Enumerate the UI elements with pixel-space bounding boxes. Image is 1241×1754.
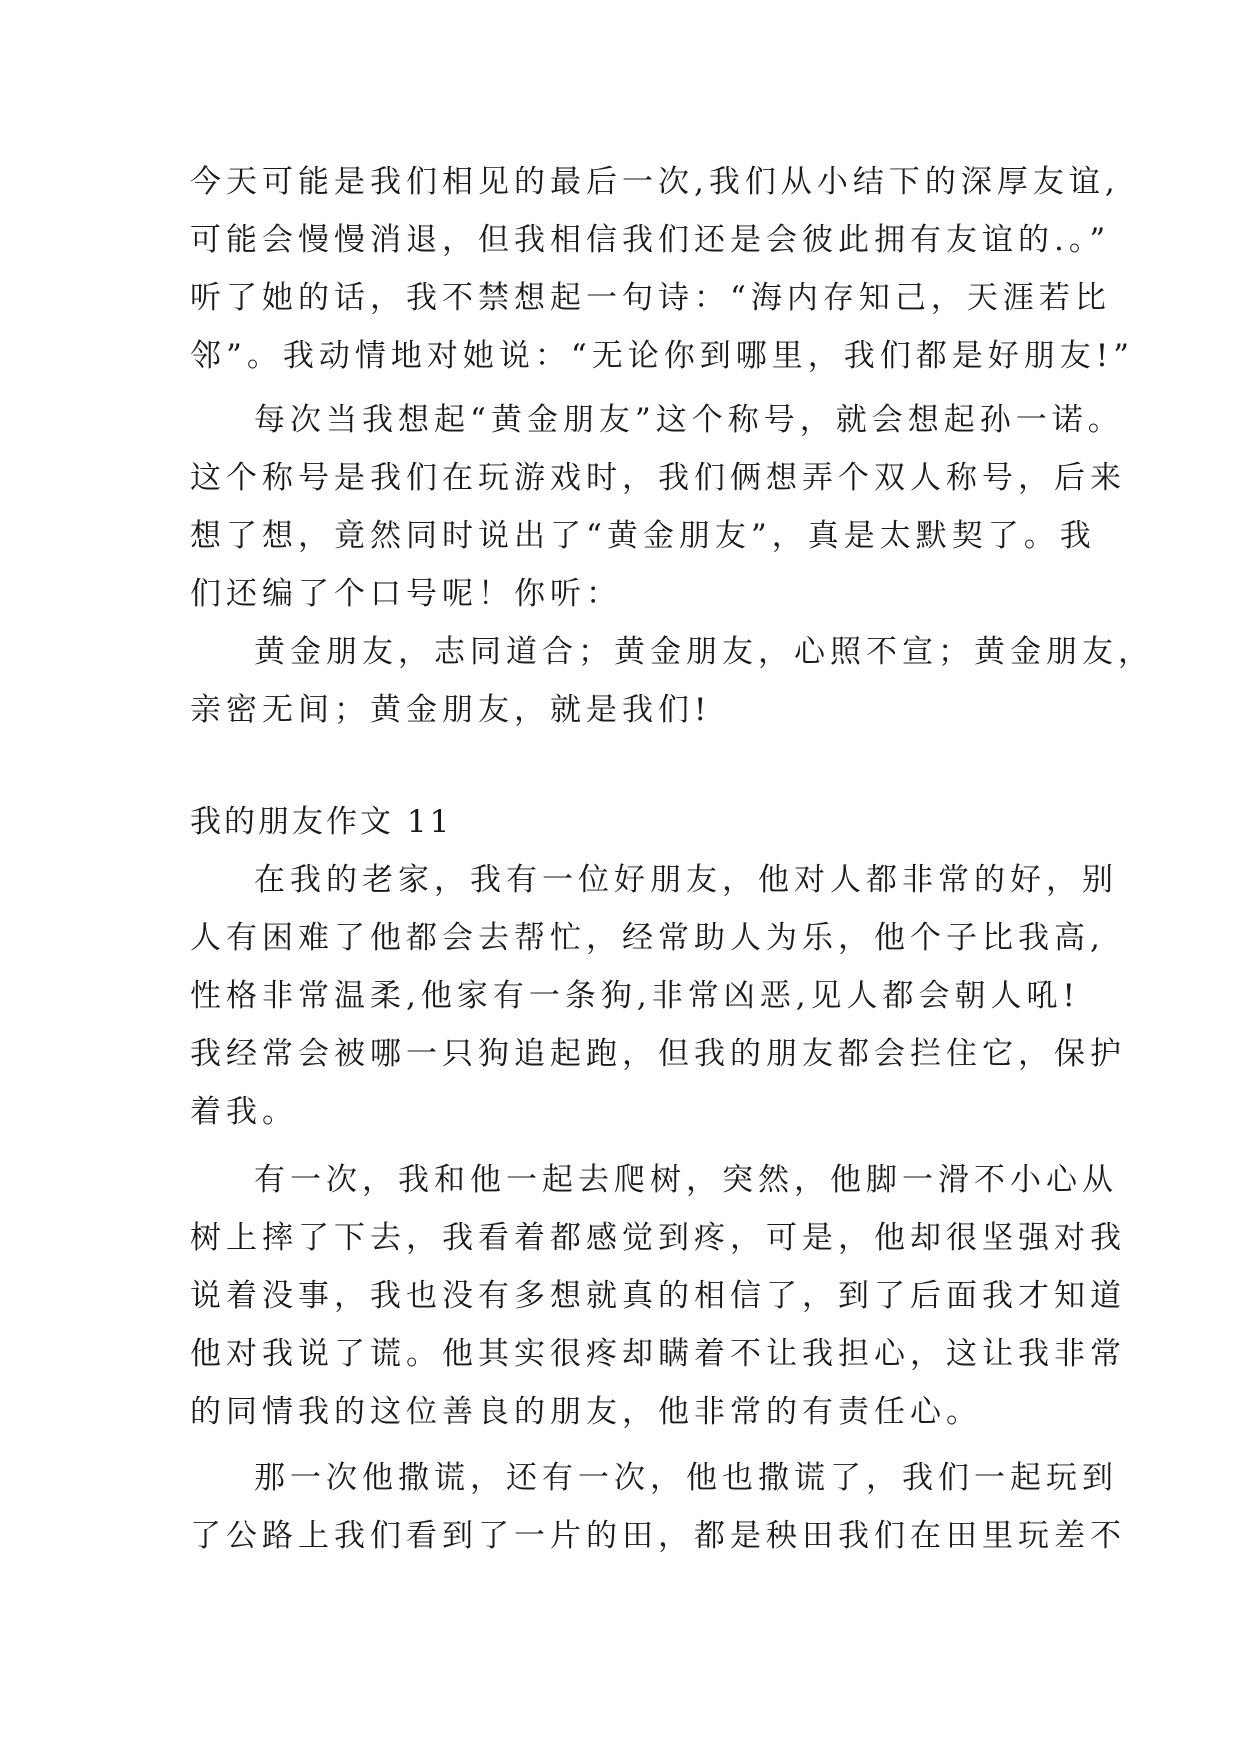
- text-line: 邻”。我动情地对她说：“无论你到哪里，我们都是好朋友!”: [190, 338, 1134, 374]
- paragraph-first-line: 在我的老家，我有一位好朋友，他对人都非常的好，别: [254, 862, 1118, 898]
- text-line: 们还编了个口号呢！你听：: [190, 576, 622, 612]
- section-heading: 我的朋友作文 11: [190, 804, 453, 840]
- text-line: 他对我说了谎。他其实很疼却瞒着不让我担心，这让我非常: [190, 1336, 1126, 1372]
- text-line: 想了想，竟然同时说出了“黄金朋友”，真是太默契了。我: [190, 518, 1096, 554]
- text-line: 可能会慢慢消退，但我相信我们还是会彼此拥有友谊的.。”: [190, 222, 1111, 258]
- text-line: 性格非常温柔,他家有一条狗,非常凶恶,见人都会朝人吼!: [190, 978, 1081, 1014]
- text-line: 今天可能是我们相见的最后一次,我们从小结下的深厚友谊,: [190, 164, 1120, 200]
- paragraph-first-line: 黄金朋友，志同道合；黄金朋友，心照不宣；黄金朋友，: [254, 634, 1154, 670]
- text-line: 树上摔了下去，我看着都感觉到疼，可是，他却很坚强对我: [190, 1220, 1126, 1256]
- text-line: 亲密无间；黄金朋友，就是我们!: [190, 692, 712, 728]
- text-line: 说着没事，我也没有多想就真的相信了，到了后面我才知道: [190, 1278, 1126, 1314]
- text-line: 听了她的话，我不禁想起一句诗：“海内存知己，天涯若比: [190, 280, 1111, 316]
- text-line: 这个称号是我们在玩游戏时，我们俩想弄个双人称号，后来: [190, 460, 1126, 496]
- paragraph-first-line: 那一次他撒谎，还有一次，他也撒谎了，我们一起玩到: [254, 1460, 1118, 1496]
- text-line: 了公路上我们看到了一片的田，都是秧田我们在田里玩差不: [190, 1518, 1126, 1554]
- paragraph-first-line: 每次当我想起“黄金朋友”这个称号，就会想起孙一诺。: [254, 402, 1124, 438]
- text-line: 的同情我的这位善良的朋友，他非常的有责任心。: [190, 1394, 982, 1430]
- text-line: 我经常会被哪一只狗追起跑，但我的朋友都会拦住它，保护: [190, 1036, 1126, 1072]
- paragraph-first-line: 有一次，我和他一起去爬树，突然，他脚一滑不小心从: [254, 1162, 1118, 1198]
- text-line: 着我。: [190, 1094, 298, 1130]
- text-line: 人有困难了他都会去帮忙，经常助人为乐，他个子比我高,: [190, 920, 1105, 956]
